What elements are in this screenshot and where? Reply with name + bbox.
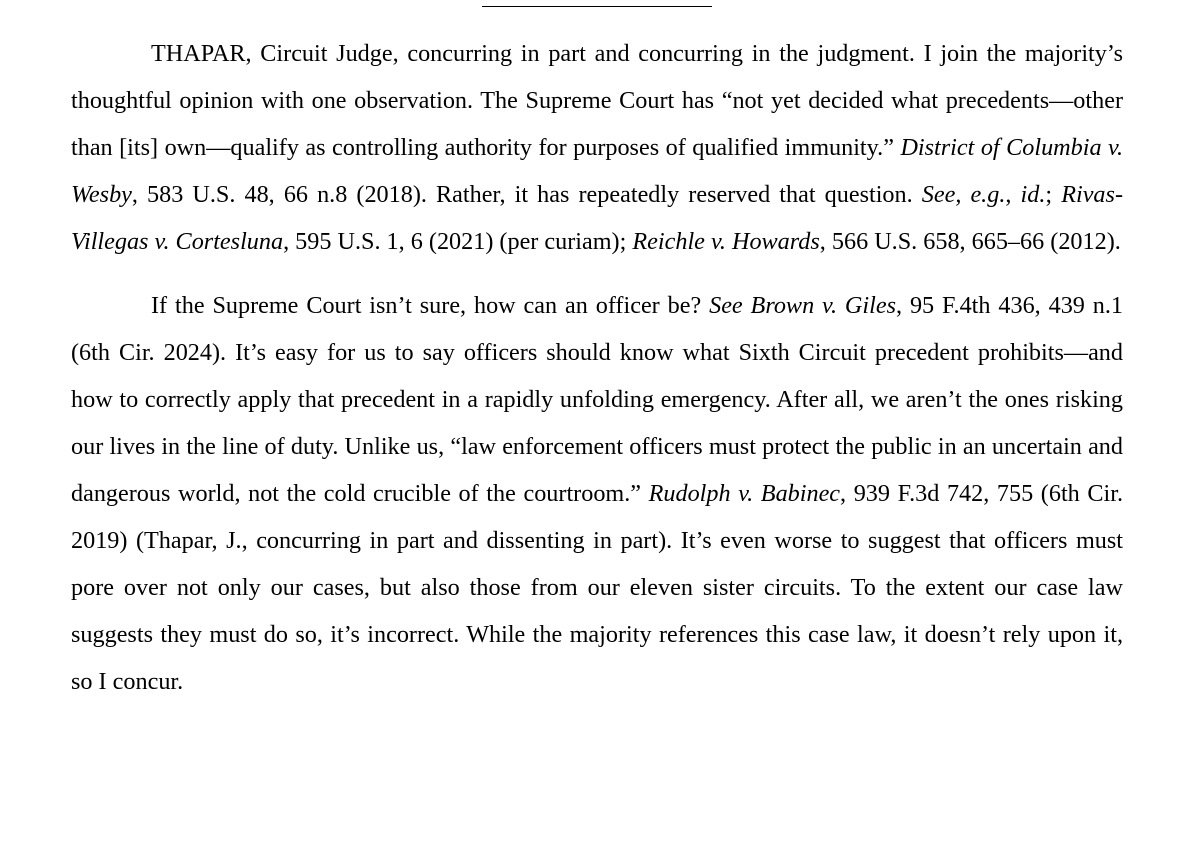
- citation-brown: See Brown v. Giles: [709, 292, 896, 319]
- citation-id: id.: [1020, 181, 1046, 208]
- para1-text-2: , 583 U.S. 48, 66 n.8 (2018). Rather, it has repeatedly reserved that question.: [131, 181, 922, 208]
- opinion-paragraph-2: [71, 282, 1123, 705]
- para1-text-3: ,: [1005, 181, 1021, 208]
- para1-text-6: , 566 U.S. 658, 665–66 (2012).: [819, 228, 1121, 255]
- para2-text-2: , 95 F.4th 436, 439 n.1 (6th Cir. 2024). It’s easy for us to say officers should know what Sixth Circuit precedent prohibits—and how to correctly apply that precedent in a rapidly unfolding emergency. After all, we aren’t the ones risking our lives in the line of duty. Unlike us, “law enforcement officers must protect the public in an uncertain and dangerous world, not the cold crucible of the courtroom.”: [71, 292, 1124, 507]
- para2-text-3: , 939 F.3d 742, 755 (6th Cir. 2019) (Thapar, J., concurring in part and dissenting in part). It’s even worse to suggest that officers must pore over not only our cases, but also those from our eleven sister circuits. To the extent our case law suggests they must do so, it’s incorrect. While the majority references this case law, it doesn’t rely upon it, so I concur.: [71, 480, 1123, 695]
- para1-text-5: , 595 U.S. 1, 6 (2021) (per curiam);: [283, 228, 633, 255]
- concurring-opinion: [71, 30, 1123, 705]
- opinion-paragraph-1: [71, 30, 1123, 265]
- citation-reichle: Reichle v. Howards: [632, 228, 820, 255]
- citation-signal: See, e.g.: [921, 181, 1006, 208]
- section-divider-rule: [482, 6, 712, 7]
- para1-text-4: ;: [1045, 181, 1062, 208]
- citation-rivas-villegas: Rivas-Villegas v. Cortesluna: [71, 181, 1123, 255]
- para1-text-1: THAPAR, Circuit Judge, concurring in part and concurring in the judgment. I join the majority’s thoughtful opinion with one observation. The Supreme Court has “not yet decided what precedents—other than [its] own—qualify as controlling authority for purposes of qualified immunity.”: [71, 40, 1123, 161]
- citation-wesby: District of Columbia v. Wesby: [71, 134, 1123, 208]
- citation-rudolph: Rudolph v. Babinec: [648, 480, 841, 507]
- para2-text-1: If the Supreme Court isn’t sure, how can an officer be?: [151, 292, 710, 319]
